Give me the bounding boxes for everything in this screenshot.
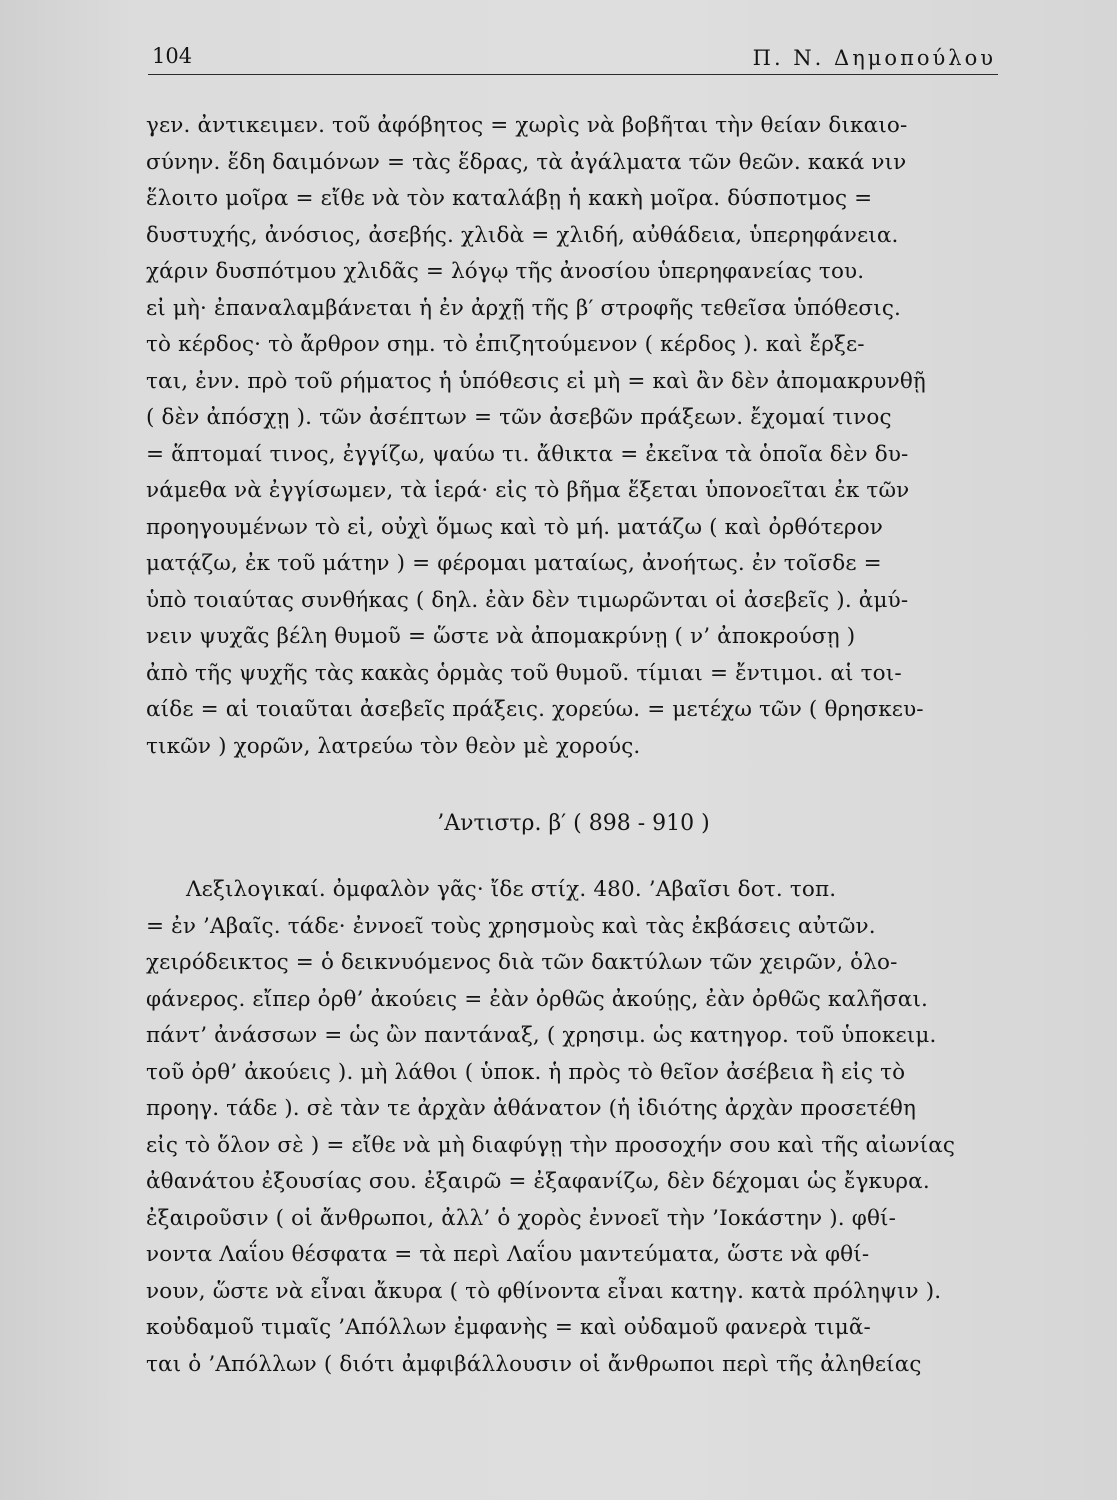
- text-line: ἕλοιτο μοῖρα = εἴθε νὰ τὸν καταλάβῃ ἡ κακὴ μοῖρα. δύσποτμος =: [146, 186, 873, 211]
- text-line: ματᾴζω, ἐκ τοῦ μάτην ) = φέρομαι ματαίως, ἀνοήτως. ἐν τοῖσδε =: [146, 551, 882, 576]
- text-line: ὑπὸ τοιαύτας συνθήκας ( δηλ. ἐὰν δὲν τιμωρῶνται οἱ ἀσεβεῖς ). ἀμύ-: [146, 587, 909, 613]
- text-line: νάμεθα νὰ ἐγγίσωμεν, τὰ ἱερά· εἰς τὸ βῆμα ἕξεται ὑπονοεῖται ἐκ τῶν: [146, 478, 910, 503]
- text-line: προηγουμένων τὸ εἰ, οὐχὶ ὅμως καὶ τὸ μή. ματάζω ( καὶ ὀρθότερον: [146, 514, 884, 540]
- text-line: γεν. ἀντικειμεν. τοῦ ἀφόβητος = χωρὶς νὰ βοβῆται τὴν θείαν δικαιο-: [146, 113, 908, 138]
- text-line: νοντα Λαΐου θέσφατα = τὰ περὶ Λαΐου μαντεύματα, ὥστε νὰ φθί-: [146, 1242, 870, 1267]
- text-line: χειρόδεικτος = ὁ δεικνυόμενος διὰ τῶν δακτύλων τῶν χειρῶν, ὁλο-: [146, 950, 898, 975]
- page-number: 104: [152, 44, 193, 68]
- text-line: ἀπὸ τῆς ψυχῆς τὰς κακὰς ὁρμὰς τοῦ θυμοῦ. τίμιαι = ἔντιμοι. αἱ τοι-: [146, 660, 902, 686]
- text-line: = ἅπτομαί τινος, ἐγγίζω, ψαύω τι. ἄθικτα = ἐκεῖνα τὰ ὁποῖα δὲν δυ-: [146, 441, 909, 467]
- text-line: ( δὲν ἀπόσχῃ ). τῶν ἀσέπτων = τῶν ἀσεβῶν πράξεων. ἔχομαί τινος: [146, 405, 892, 430]
- text-line: ται, ἐνν. πρὸ τοῦ ρήματος ἡ ὑπόθεσις εἰ μὴ = καὶ ἂν δὲν ἀπομακρυνθῇ: [146, 368, 926, 394]
- text-line: δυστυχής, ἀνόσιος, ἀσεβής. χλιδὰ = χλιδή, αὐθάδεια, ὑπερηφάνεια.: [146, 222, 899, 248]
- text-line: πάντ’ ἀνάσσων = ὡς ὢν παντάναξ, ( χρησιμ. ὡς κατηγορ. τοῦ ὑποκειμ.: [146, 1023, 937, 1048]
- text-line: σύνην. ἕδη δαιμόνων = τὰς ἕδρας, τὰ ἀγάλματα τῶν θεῶν. κακά νιν: [146, 149, 907, 175]
- text-line: ἀθανάτου ἐξουσίας σου. ἐξαιρῶ = ἐξαφανίζω, δὲν δέχομαι ὡς ἔγκυρα.: [146, 1169, 930, 1194]
- text-line: κοὐδαμοῦ τιμαῖς ’Απόλλων ἐμφανὴς = καὶ οὐδαμοῦ φανερὰ τιμᾶ-: [146, 1315, 871, 1340]
- text-line: εἰς τὸ ὅλον σὲ ) = εἴθε νὰ μὴ διαφύγῃ τὴν προσοχήν σου καὶ τῆς αἰωνίας: [146, 1132, 956, 1158]
- text-line: νειν ψυχᾶς βέλη θυμοῦ = ὥστε νὰ ἀπομακρύνῃ ( ν’ ἀποκρούσῃ ): [146, 624, 856, 649]
- text-line: χάριν δυσπότμου χλιδᾶς = λόγῳ τῆς ἀνοσίου ὑπερηφανείας του.: [146, 259, 865, 284]
- text-line: εἰ μὴ· ἐπαναλαμβάνεται ἡ ἐν ἀρχῇ τῆς β′ στροφῆς τεθεῖσα ὑπόθεσις.: [146, 295, 902, 321]
- text-line: αίδε = αἱ τοιαῦται ἀσεβεῖς πράξεις. χορεύω. = μετέχω τῶν ( θρησκευ-: [146, 697, 924, 722]
- text-line: Λεξιλογικαί. ὀμφαλὸν γᾶς· ἴδε στίχ. 480. ’Αβαῖσι δοτ. τοπ.: [186, 877, 837, 902]
- text-line: φάνερος. εἴπερ ὀρθ’ ἀκούεις = ἐὰν ὀρθῶς ἀκούῃς, ἐὰν ὀρθῶς καλῆσαι.: [146, 986, 929, 1012]
- section-heading: ’Αντιστρ. β′ ( 898 - 910 ): [437, 811, 710, 836]
- text-line: ται ὁ ’Απόλλων ( διότι ἀμφιβάλλουσιν οἱ ἄνθρωποι περὶ τῆς ἀληθείας: [146, 1351, 922, 1377]
- text-line: τὸ κέρδος· τὸ ἄρθρον σημ. τὸ ἐπιζητούμενον ( κέρδος ). καὶ ἔρξε-: [146, 332, 865, 357]
- running-head: Π. Ν. Δημοπούλου: [752, 46, 996, 70]
- page-header: [148, 42, 998, 75]
- commentary-section-1: [146, 108, 992, 765]
- text-line: τικῶν ) χορῶν, λατρεύω τὸν θεὸν μὲ χορούς.: [146, 733, 641, 759]
- text-line: ἐξαιροῦσιν ( οἱ ἄνθρωποι, ἀλλ’ ὁ χορὸς ἐννοεῖ τὴν ’Ιοκάστην ). φθί-: [146, 1205, 897, 1231]
- text-line: τοῦ ὀρθ’ ἀκούεις ). μὴ λάθοι ( ὑποκ. ἡ πρὸς τὸ θεῖον ἀσέβεια ἢ εἰς τὸ: [146, 1059, 906, 1085]
- text-line: προηγ. τάδε ). σὲ τὰν τε ἀρχὰν ἀθάνατον (ἡ ἰδιότης ἀρχὰν προσετέθη: [146, 1096, 917, 1121]
- text-line: νουν, ὥστε νὰ εἶναι ἄκυρα ( τὸ φθίνοντα εἶναι κατηγ. κατὰ πρόληψιν ).: [146, 1278, 942, 1304]
- commentary-section-2: [146, 872, 992, 1383]
- text-line: = ἐν ’Αβαῖς. τάδε· ἐννοεῖ τοὺς χρησμοὺς καὶ τὰς ἐκβάσεις αὐτῶν.: [146, 913, 876, 939]
